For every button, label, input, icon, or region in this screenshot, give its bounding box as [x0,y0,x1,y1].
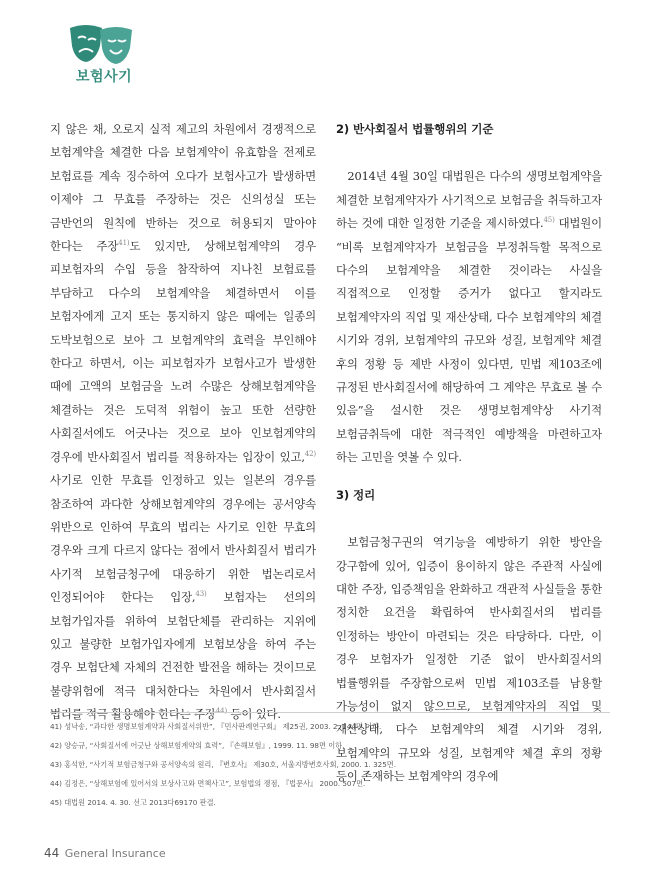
theatre-masks-icon [66,22,142,68]
footnote-ref[interactable]: 42) [304,449,316,458]
page-footer [44,846,166,860]
subsection-heading: 3) 정리 [336,487,376,502]
page-number: 44 [44,846,60,860]
footnote: 44) 김정은, “상해보험에 있어서의 보상사고와 면책사고”, 보험법의 쟁점, 『법문사』 2000. 507면. [50,779,366,788]
footnote-ref[interactable]: 41) [118,239,130,248]
footnote: 41) 성낙송, “과다한 생명보험계약과 사회질서위반”, 『민사판례연구회』 제25권, 2003. 2. 144면 이하. [50,722,382,731]
footnote: 42) 양승규, “사회질서에 어긋난 상해보험계약의 효력”, 『손해보험』, 1999. 11. 98면 이하. [50,741,345,750]
footnote-ref[interactable]: 43) [195,590,207,599]
footnote: 45) 대법원 2014. 4. 30. 선고 2013다69170 판결. [50,798,216,807]
footnote-ref[interactable]: 45) [543,216,555,225]
footnotes [50,712,610,812]
footnote: 43) 홍석한, “사기적 보험금청구와 공서양속의 원리, 『변호사』 제30호, 서울지방변호사회, 2000. 1. 325면. [50,760,397,769]
right-column [336,118,602,789]
body-paragraph: 2014년 4월 30일 대법원은 다수의 생명보험계약을 체결한 보험계약자가 사기적으로 보험금을 취득하고자 하는 것에 대한 일정한 기준을 제시하였다.$^{45)}$ 대법원이 “비록 보험계약자가 보험금을 부정취득할 목적으로 다수의 보험계약을 체결한 것이라는 사실을 직접적으로 인정할 증거가 없다고 할지라도 보험계약자의 직업 및 재산상태, 다수 보험계약의 체결 시기와 경위, 보험계약의 규모와 성질, 보험계약 체결 후의 정황 등 제반 사정이 있다면, 민법 제103조에 규정된 반사회질서에 해당하여 그 계약은 무효로 볼 수 있음”을 설시한 것은 생명보험계약상 사기적 보험금취득에 대한 적극적인 예방책을 마련하고자 하는 고민을 엿볼 수 있다. [336,169,602,465]
body-paragraph: 지 않은 채, 오로지 실적 제고의 차원에서 경쟁적으로 보험계약을 체결한 다음 보험계약이 유효함을 전제로 보험료를 계속 징수하여 오다가 보험사고가 발생하면 이제야 그 무효를 주장하는 것은 신의성실 또는 금반언의 원칙에 반하는 것으로 허용되지 말아야 한다는 주장$^{41)}$도 있지만, 상해보험계약의 경우 피보험자의 수입 등을 참작하여 지나친 보험료를 부담하고 다수의 보험계약을 체결하면서 이를 보험자에게 고지 또는 통지하지 않은 때에는 일종의 도박보험으로 보아 그 보험계약의 효력을 부인해야 한다고 하면서, 이는 피보험자가 보험사고가 발생한 때에 고액의 보험금을 노려 수많은 상해보험계약을 체결하는 것은 도덕적 위험이 높고 또한 선량한 사회질서에도 어긋나는 것으로 보아 인보험계약의 경우에 반사회질서 법리를 적용하자는 입장이 있고,$^{42)}$ 사기로 인한 무효를 인정하고 있는 일본의 경우를 참조하여 과다한 상해보험계약의 경우에는 공서양속 위반으로 인하여 무효의 법리는 사기로 인한 무효의 경우와 크게 다르지 않다는 점에서 반사회질서 법리가 사기적 보험금청구에 대응하기 위한 법논리로서 인정되어야 한다는 입장,$^{43)}$ 보험자는 선의의 보험가입자를 위하여 보험단체를 관리하는 지위에 있고 불량한 보험가입자에게 보험보상을 하여 주는 경우 보험단체 자체의 건전한 발전을 해하는 것이므로 불량위험에 적극 대처한다는 차원에서 반사회질서 법리를 적극 활용해야 한다는 주장$^{44)}$ 등이 있다. [50,122,317,722]
publication-name: General Insurance [64,847,166,860]
page-header [40,18,170,88]
section-title: 보험사기 [76,69,133,85]
subsection-heading: 2) 반사회질서 법률행위의 기준 [336,122,494,136]
footnote-ref[interactable]: 44) [215,707,228,716]
left-column [50,118,316,727]
body-paragraph: 보험금청구권의 역기능을 예방하기 위한 방안을 강구함에 있어, 입증이 용이하지 않은 주관적 사실에 대한 주장, 입증책임을 완화하고 객관적 사실들을 통한 정치한 요건을 확립하여 반사회질서의 법리를 인정하는 방안이 마련되는 것은 타당하다. 다만, 이 경우 보험자가 일정한 기준 없이 반사회질서의 법률행위를 주장함으로써 민법 제103조를 남용할 가능성이 없지 않으므로, 보험계약자의 직업 및 재산상태, 다수 보험계약의 체결 시기와 경위, 보험계약의 규모와 성질, 보험계약 체결 후의 정황 등이 존재하는 보험계약의 경우에 [336,535,602,784]
